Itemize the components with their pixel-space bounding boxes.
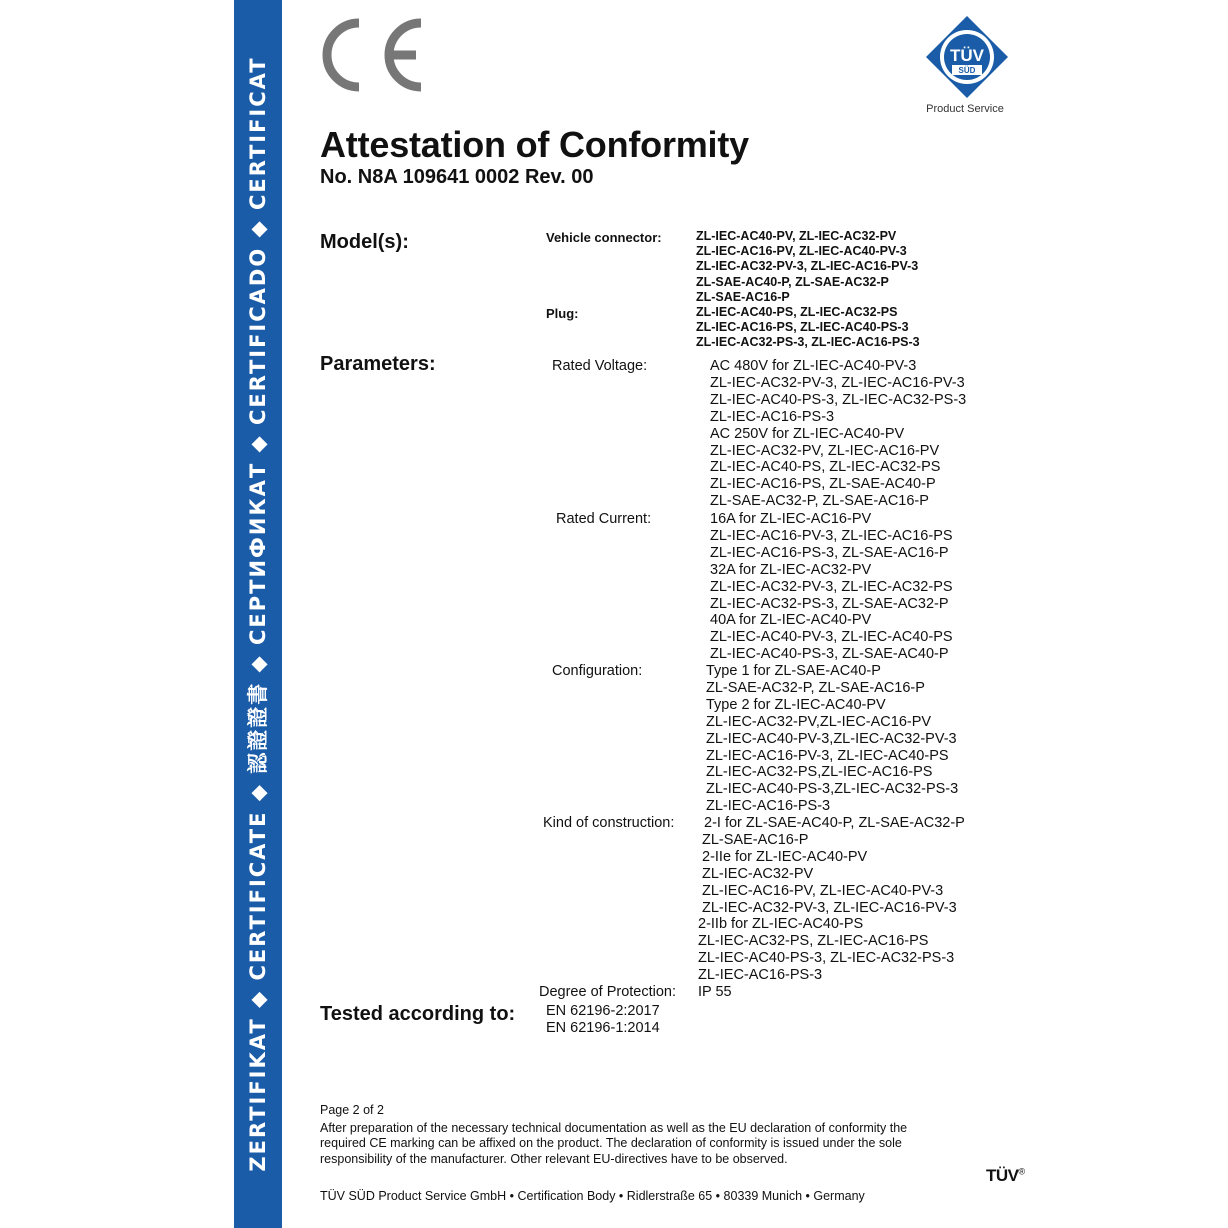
side-band-text: ZERTIFIKAT ◆ CERTIFICATE ◆ 認證證書 ◆ СЕРТИФИКАТ ◆ CERTIFICADO ◆ CERTIFICAT <box>246 56 270 1172</box>
rated-current-values <box>710 511 953 663</box>
construction-values-c <box>698 916 954 984</box>
tuv-logo-subtext: SÜD <box>958 66 976 75</box>
value-line: ZL-IEC-AC32-PS-3, ZL-SAE-AC32-P <box>710 595 949 612</box>
certificate-number: No. N8A 109641 0002 Rev. 00 <box>320 166 594 188</box>
value-line: ZL-SAE-AC16-P <box>702 832 809 848</box>
tuv-footer-logo-text: TÜV <box>986 1166 1019 1185</box>
protection-label: Degree of Protection: <box>539 984 677 1000</box>
value-line: 40A for ZL-IEC-AC40-PV <box>710 612 872 629</box>
value-line: AC 480V for ZL-IEC-AC40-PV-3 <box>710 358 917 374</box>
value-line: ZL-IEC-AC40-PS-3, ZL-SAE-AC40-P <box>710 646 949 663</box>
rated-current-label: Rated Current: <box>556 511 652 527</box>
conformity-statement <box>320 1121 907 1167</box>
value-line: ZL-IEC-AC40-PS-3, ZL-IEC-AC32-PS-3 <box>710 391 967 408</box>
value-line: ZL-IEC-AC32-PS, ZL-IEC-AC16-PS <box>698 932 929 949</box>
tested-heading: Tested according to: <box>320 1003 516 1025</box>
tuv-logo-text: TÜV <box>950 46 984 65</box>
value-line: ZL-IEC-AC16-PV-3, ZL-IEC-AC40-PS <box>706 747 949 764</box>
construction-values-a <box>704 815 965 832</box>
model-line: ZL-IEC-AC32-PS-3, ZL-IEC-AC16-PS-3 <box>696 335 920 350</box>
model-line: ZL-SAE-AC40-P, ZL-SAE-AC32-P <box>696 274 889 289</box>
value-line: 16A for ZL-IEC-AC16-PV <box>710 511 872 527</box>
statement-line: After preparation of the necessary technical documentation as well as the EU declaration of conformity the <box>320 1121 908 1135</box>
model-line: ZL-IEC-AC16-PS, ZL-IEC-AC40-PS-3 <box>696 320 909 335</box>
model-line: ZL-IEC-AC40-PS, ZL-IEC-AC32-PS <box>696 305 898 319</box>
tuv-service-label: Product Service <box>926 103 1004 115</box>
statement-line: responsibility of the manufacturer. Other relevant EU-directives have to be observed. <box>320 1151 788 1166</box>
value-line: AC 250V for ZL-IEC-AC40-PV <box>710 425 905 442</box>
value-line: 2-I for ZL-SAE-AC40-P, ZL-SAE-AC32-P <box>704 815 965 831</box>
value-line: ZL-IEC-AC32-PV <box>702 865 814 882</box>
value-line: ZL-IEC-AC16-PS-3 <box>698 966 823 983</box>
value-line: ZL-IEC-AC32-PV, ZL-IEC-AC16-PV <box>710 442 940 459</box>
vehicle-connector-list <box>696 229 918 305</box>
value-line: ZL-IEC-AC32-PV-3, ZL-IEC-AC32-PS <box>710 578 953 595</box>
value-line: ZL-IEC-AC40-PV-3, ZL-IEC-AC40-PS <box>710 629 953 646</box>
value-line: ZL-IEC-AC32-PV-3, ZL-IEC-AC16-PV-3 <box>702 899 957 916</box>
value-line: ZL-IEC-AC32-PV-3, ZL-IEC-AC16-PV-3 <box>710 374 965 391</box>
configuration-values <box>706 663 958 815</box>
value-line: ZL-IEC-AC40-PS-3,ZL-IEC-AC32-PS-3 <box>706 781 959 798</box>
tuv-sud-logo <box>924 14 1010 100</box>
value-line: ZL-SAE-AC32-P, ZL-SAE-AC16-P <box>706 679 925 696</box>
ce-mark-logo <box>316 14 428 96</box>
value-line: 32A for ZL-IEC-AC32-PV <box>710 561 872 578</box>
model-line: ZL-SAE-AC16-P <box>696 289 790 304</box>
construction-label: Kind of construction: <box>543 815 675 831</box>
model-line: ZL-IEC-AC32-PV-3, ZL-IEC-AC16-PV-3 <box>696 259 919 274</box>
value-line: ZL-IEC-AC40-PS-3, ZL-IEC-AC32-PS-3 <box>698 949 955 966</box>
tuv-footer-logo <box>986 1166 1025 1186</box>
rated-voltage-values <box>710 358 966 510</box>
plug-list <box>696 305 920 351</box>
plug-label: Plug: <box>546 306 579 321</box>
configuration-label: Configuration: <box>552 663 643 679</box>
parameters-heading: Parameters: <box>320 353 436 375</box>
value-line: 2-IIb for ZL-IEC-AC40-PS <box>698 916 864 932</box>
construction-values-b <box>702 832 957 917</box>
value-line: ZL-IEC-AC16-PS, ZL-SAE-AC40-P <box>710 476 936 493</box>
statement-line: required CE marking can be affixed on the product. The declaration of conformity is issued under the sole <box>320 1136 902 1151</box>
value-line: ZL-IEC-AC32-PV,ZL-IEC-AC16-PV <box>706 713 932 730</box>
models-heading: Model(s): <box>320 231 409 253</box>
value-line: ZL-IEC-AC16-PV-3, ZL-IEC-AC16-PS <box>710 527 953 544</box>
value-line: Type 2 for ZL-IEC-AC40-PV <box>706 696 886 713</box>
value-line: ZL-IEC-AC16-PV, ZL-IEC-AC40-PV-3 <box>702 882 944 899</box>
value-line: ZL-IEC-AC16-PS-3 <box>706 798 831 815</box>
footer-address: TÜV SÜD Product Service GmbH • Certification Body • Ridlerstraße 65 • 80339 Munich • Germany <box>320 1189 865 1203</box>
vehicle-connector-label: Vehicle connector: <box>546 230 662 245</box>
standard-item: EN 62196-1:2014 <box>546 1019 660 1036</box>
value-line: ZL-IEC-AC40-PS, ZL-IEC-AC32-PS <box>710 459 941 476</box>
value-line: ZL-SAE-AC32-P, ZL-SAE-AC16-P <box>710 493 929 510</box>
value-line: ZL-IEC-AC16-PS-3, ZL-SAE-AC16-P <box>710 544 949 561</box>
model-line: ZL-IEC-AC40-PV, ZL-IEC-AC32-PV <box>696 229 897 243</box>
value-line: Type 1 for ZL-SAE-AC40-P <box>706 663 881 679</box>
value-line: ZL-IEC-AC40-PV-3,ZL-IEC-AC32-PV-3 <box>706 730 957 747</box>
registered-mark: ® <box>1018 1166 1025 1177</box>
value-line: 2-IIe for ZL-IEC-AC40-PV <box>702 848 868 865</box>
model-line: ZL-IEC-AC16-PV, ZL-IEC-AC40-PV-3 <box>696 244 907 259</box>
standard-item: EN 62196-2:2017 <box>546 1003 660 1019</box>
value-line: ZL-IEC-AC32-PS,ZL-IEC-AC16-PS <box>706 764 933 781</box>
page-indicator: Page 2 of 2 <box>320 1103 384 1117</box>
rated-voltage-label: Rated Voltage: <box>552 358 648 374</box>
tested-standards <box>546 1003 660 1037</box>
document-title: Attestation of Conformity <box>320 124 749 165</box>
protection-value: IP 55 <box>698 984 732 1000</box>
value-line: ZL-IEC-AC16-PS-3 <box>710 408 835 425</box>
